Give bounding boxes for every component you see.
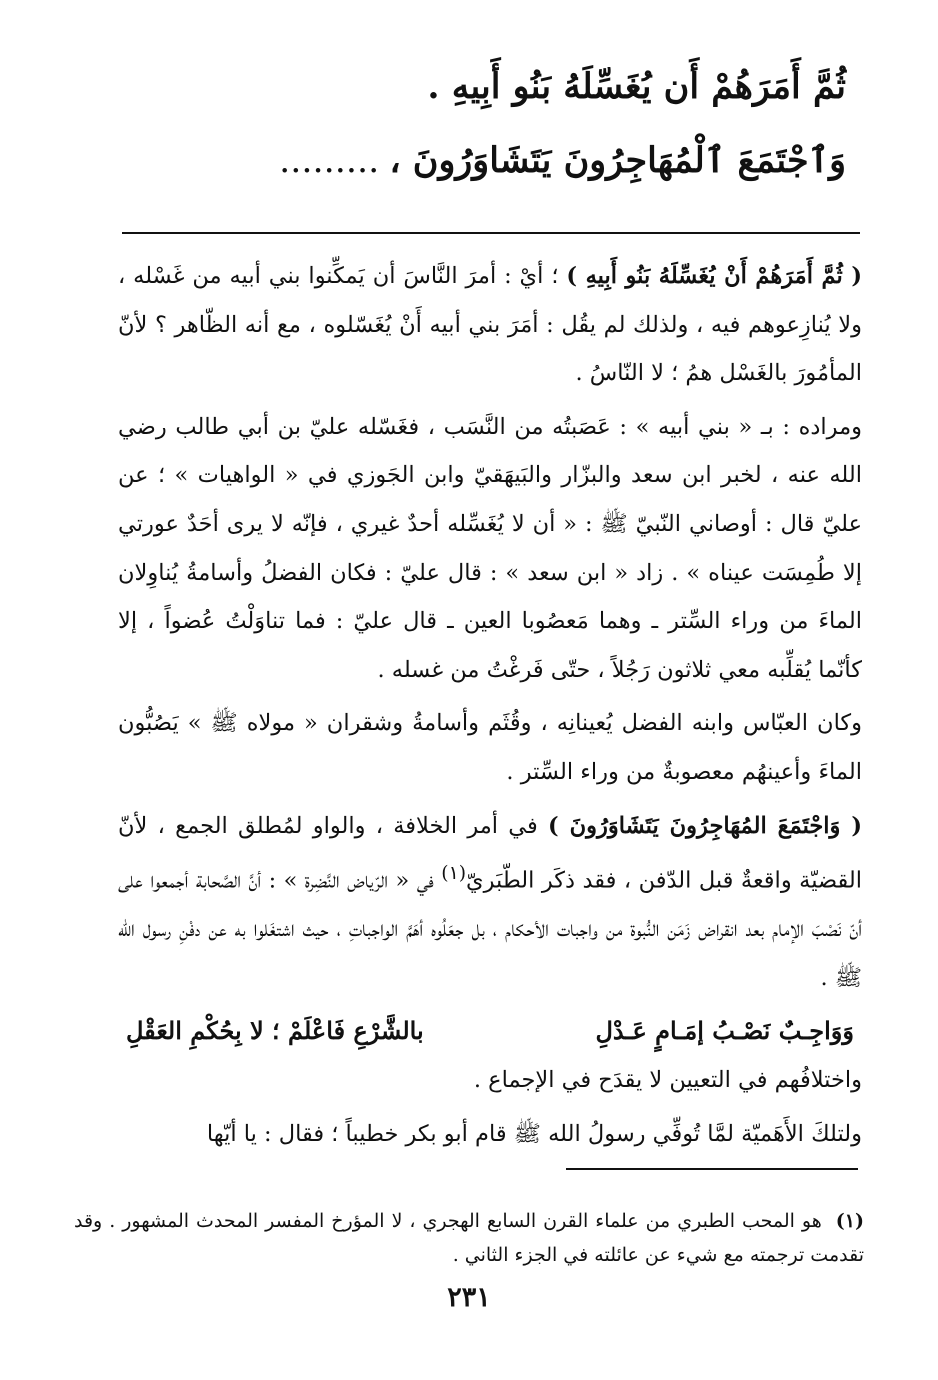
- footnote-number: (١): [835, 1210, 864, 1232]
- page-number: ٢٣١: [447, 1282, 491, 1313]
- paragraph-text: في أمر الخلافة ، والواو لمُطلق الجمع ، لأنّ القضيّة واقعةٌ قبل الدّفن ، فقد ذكَر الطّبَريّ: [118, 812, 862, 894]
- matn-line-1: ثُمَّ أَمَرَهُمْ أَن يُغَسِّلَهُ بَنُو أَبِيهِ .: [427, 66, 846, 107]
- poetry-verse: [118, 1007, 862, 1056]
- paragraph-4: [118, 802, 862, 1003]
- footnote-text: هو المحب الطبري من علماء القرن السابع الهجري ، لا المؤرخ المفسر المحدث المشهور . وقد تقدمت ترجمته مع شيء عن عائلته في الجزء الثاني .: [74, 1210, 864, 1266]
- verse-first-hemistich: وَوَاجِـبٌ نَصْـبُ إمَـامٍ عَـدْلِ: [595, 1016, 854, 1046]
- matn-quote: ( وَاجْتَمَعَ المُهَاجِرُونَ يَتَشَاوَرُونَ ): [548, 812, 862, 839]
- matn-quote: ( ثُمَّ أَمَرَهُمْ أَنْ يُغَسِّلَهُ بَنُو أَبِيهِ ): [566, 263, 863, 289]
- matn-line-2: [106, 140, 846, 181]
- paragraph-3: وكان العبّاس وابنه الفضل يُعينانِه ، وقُثَم وأسامةُ وشقران « مولاه ﷺ » يَصُبُّون الماءَ وأعينهُم معصوبةٌ من وراء السِّتر .: [118, 710, 862, 785]
- paragraph-text: ؛ أيْ : أمرَ النَّاسَ أن يَمكِّنوا بني أبيه من غَسْله ، ولا يُنازِعوهم فيه ، ولذلك لم يقُل : أمَرَ بني أبيه أَنْ يُغَسّلوه ، مع أنه الظّاهر ؟ لأنّ المأمُورَ بالغَسْل همُ ؛ لا النّاسُ .: [118, 263, 862, 387]
- paragraph-2: ومراده : بـ « بني أبيه » : عَصَبتُه من النَّسَب ، فغَسّله عليّ بن أبي طالب رضي الله عنه ، لخبر ابن سعد والبزّار والبَيهَقيّ وابن الجَوزي في « الواهيات » ؛ عن عليّ قال : أوصاني النّبيّ ﷺ : « أن لا يُغَسِّله أحدٌ غيري ، فإنّه لا يرى أحَدٌ عورتي إلا طُمِسَت عيناه » . زاد « ابن سعد » : قال عليّ : فكان الفضلُ وأسامةُ يُناوِلان الماءَ من وراء السِّتر ـ وهما مَعصُوبا العين ـ قال عليّ : فما تناوَلْتُ عُضواً ، إلا كأنّما يُقلِّبه معي ثلاثون رَجُلاً ، حتّى فَرغْتُ من غسله .: [118, 413, 862, 683]
- footnote-rule: [566, 1168, 858, 1170]
- paragraph-text: في « الرّياض النَّضِرة » : أنَّ الصَّحابة أجمعوا على أنّ نَصْبَ الإمام بعد انقراض زَمَن النُّبوة من واجبات الأحكام ، بل جعَلُوه أهَمَّ الواجباتِ ، حيث اشتغَلوا به عن دفْنِ رسول الله ﷺ .: [118, 867, 862, 991]
- verse-second-hemistich: بالشَّرْعِ فَاعْلَمْ ؛ لا بِحُكْمِ العَقْلِ: [126, 1016, 424, 1046]
- footnote: [74, 1204, 864, 1272]
- commentary-body: [118, 252, 862, 1163]
- paragraph-6: ولتلكَ الأَهَميّة لمَّا تُوفِّي رسولُ الله ﷺ قام أبو بكر خطيباً ؛ فقال : يا أيّها: [206, 1120, 862, 1147]
- paragraph-5: واختلافُهم في التعيين لا يقدَح في الإجماع .: [473, 1067, 862, 1093]
- matn-dots: .........: [279, 141, 380, 181]
- footnote-reference: (١): [441, 863, 467, 885]
- separator-rule: [122, 232, 860, 234]
- paragraph-1: [118, 252, 862, 398]
- matn-line-2-text: وَٱجْتَمَعَ ٱلْمُهَاجِرُونَ يَتَشَاوَرُونَ ،: [389, 140, 846, 181]
